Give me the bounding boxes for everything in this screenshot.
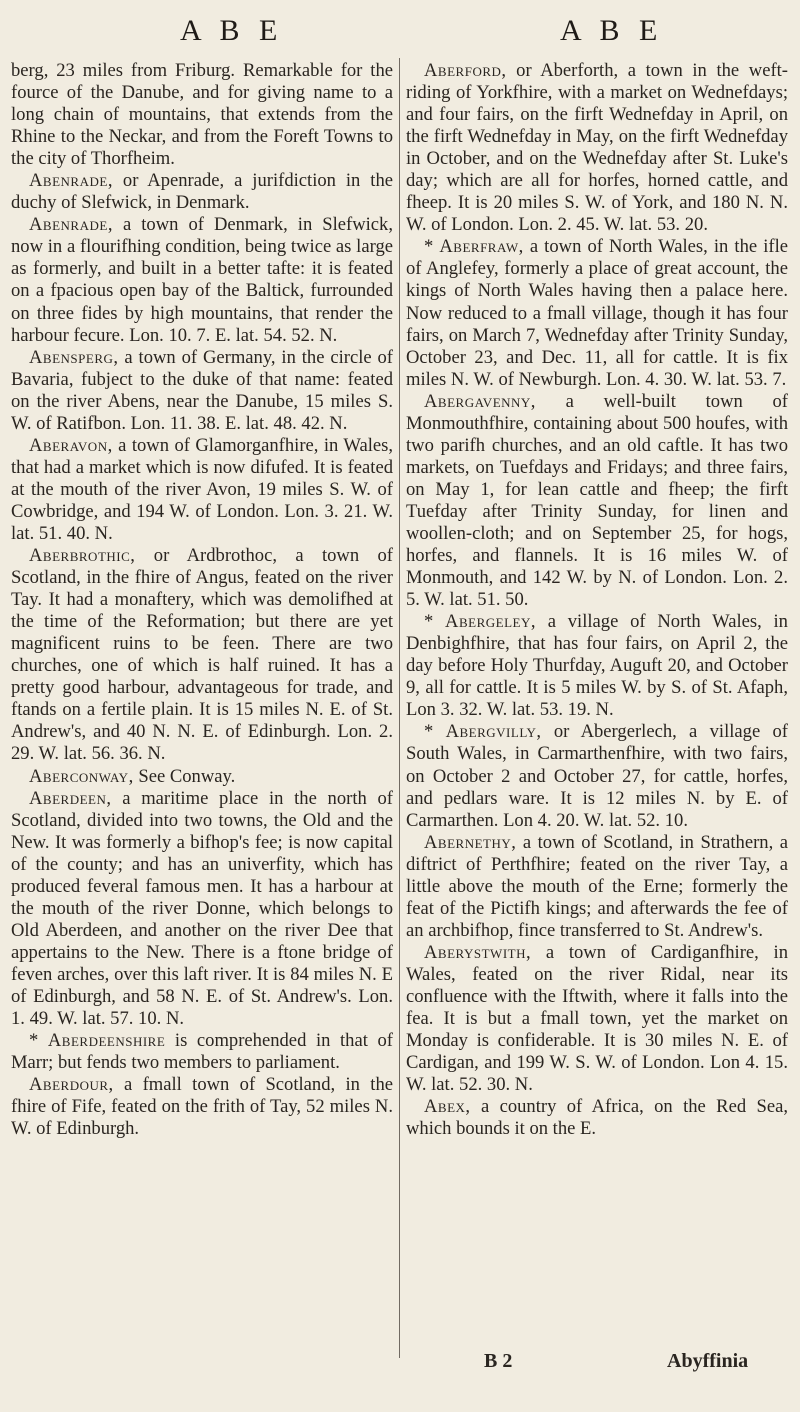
entry-headword: * Aberfraw, xyxy=(424,236,524,258)
left-column xyxy=(11,60,393,1140)
column-divider xyxy=(399,58,400,1358)
entry-text: berg, 23 miles from Friburg. Remarkable for the fource of the Danube, and for giving name to a long chain of mountains, that extends from the Rhine to the Neckar, and from the Foreft Towns to the city of Thorfheim. xyxy=(11,60,393,170)
entry-headword: Aberford, xyxy=(424,60,507,81)
entry-text: a fmall town of Scotland, in the fhire of Fife, feated on the frith of Tay, 52 miles N. W. of Edinburgh. xyxy=(11,1074,393,1140)
entry-headword: Abex, xyxy=(424,1096,471,1118)
entry-text: or Aberforth, a town in the weft-riding of Yorkfhire, with a market on Wednefdays; and four fairs, on the firft Wednefday in April, on the firft Wednefday in May, on the firft Wednefday in October, and on the Wednefday after St. Luke's day; which are all for horfes, horned cattle, and fheep. It is 20 miles S. W. of York, and 180 N. N. W. of London. Lon. 2. 45. W. lat. 53. 20. xyxy=(406,60,788,236)
entry-headword: * Abergeley, xyxy=(424,611,536,633)
entry-text: See Conway. xyxy=(133,765,236,787)
entry-text: a village of North Wales, in Denbighfhire, that has four fairs, on April 2, the day before Holy Thurfday, Auguft 20, and October 9, all for cattle. It is 5 miles W. by S. of St. Afaph, Lon 3. 32. W. lat. 53. 19. N. xyxy=(406,611,788,721)
right-column xyxy=(406,60,788,1140)
right-entry xyxy=(406,1096,788,1140)
left-entry xyxy=(11,347,393,435)
right-entry xyxy=(406,832,788,942)
right-entry xyxy=(406,942,788,1096)
right-entry xyxy=(406,236,788,390)
entry-text: a town of North Wales, in the ifle of Anglefey, formerly a place of great account, the kings of North Wales having then a palace here. Now reduced to a fmall village, though it has four fairs, on March 7, Wednefday after Trinity Sunday, October 23, and Dec. 11, all for cattle. It is fix miles N. W. of Newburgh. Lon. 4. 30. W. lat. 53. 7. xyxy=(406,236,789,390)
entry-headword: Aberdour, xyxy=(29,1074,114,1096)
entry-headword: Aberdeen, xyxy=(29,787,112,809)
entry-text: or Ardbrothoc, a town of Scotland, in the fhire of Angus, feated on the river Tay. It had a monaftery, which was demolifhed at the time of the Reformation; but there are yet magnificent ruins to be feen. There are two churches, one of which is half ruined. It has a pretty good harbour, advantageous for trade, and ftands on a fertile plain. It is 15 miles N. E. of St. Andrew's, and 40 N. N. E. of Edinburgh. Lon. 2. 29. W. lat. 56. 36. N. xyxy=(11,545,393,765)
entry-text: a town of Germany, in the circle of Bavaria, fubject to the duke of that name: feated on the river Abens, near the Danube, 15 miles S. W. of Ratifbon. Lon. 11. 38. E. lat. 48. 42. N. xyxy=(11,346,393,434)
left-entry xyxy=(11,766,393,788)
catchword: Abyffinia xyxy=(667,1350,749,1372)
entry-headword: Abenrade, xyxy=(29,214,113,236)
signature-mark: B 2 xyxy=(484,1350,513,1372)
entry-text: a country of Africa, on the Red Sea, which bounds it on the E. xyxy=(406,1096,788,1140)
entry-headword: * Aberdeenshire xyxy=(29,1030,166,1052)
entry-text: or Abergerlech, a village of South Wales, in Carmarthenfhire, with two fairs, on October 2 and October 27, for cattle, horfes, and pedlars ware. It is 12 miles N. by E. of Carmarthen. Lon 4. 20. W. lat. 52. 10. xyxy=(406,721,788,831)
entry-headword: Aberystwith, xyxy=(424,941,532,963)
entry-headword: Aberavon, xyxy=(29,434,113,456)
left-entry xyxy=(11,1030,393,1074)
left-entry xyxy=(11,435,393,545)
entry-text: a well-built town of Monmouthfhire, containing about 500 houfes, with two parifh churches, and an old caftle. It has two markets, on Tuefdays and Fridays; and three fairs, on May 1, for lean cattle and fheep; the firft Tuefday after Trinity Sunday, for linen and woollen-cloth; and on September 25, for hogs, horfes, and flannels. It is 16 miles W. of Monmouth, and 142 W. by N. of London. Lon. 2. 5. W. lat. 51. 50. xyxy=(406,390,788,611)
left-entry xyxy=(11,170,393,214)
right-running-head: A B E xyxy=(560,14,664,47)
entry-text: or Apenrade, a jurifdiction in the duchy of Slefwick, in Denmark. xyxy=(11,170,393,214)
left-running-head: A B E xyxy=(180,14,284,47)
entry-headword: Abernethy, xyxy=(424,831,517,853)
entry-text: is comprehended in that of Marr; but fends two members to parliament. xyxy=(11,1030,393,1074)
left-entry xyxy=(11,60,393,170)
entry-headword: * Abergvilly, xyxy=(424,721,542,743)
left-entry xyxy=(11,788,393,1031)
left-entry xyxy=(11,1074,393,1140)
right-entry xyxy=(406,391,788,611)
right-entry xyxy=(406,60,788,236)
entry-headword: Aberconway, xyxy=(29,765,134,787)
entry-headword: Aberbrothic, xyxy=(29,545,136,567)
left-entry xyxy=(11,545,393,765)
entry-headword: Abenrade, xyxy=(29,170,113,192)
left-entry xyxy=(11,214,393,346)
entry-text: a town of Glamorganfhire, in Wales, that had a market which is now difufed. It is feated at the mouth of the river Avon, 19 miles S. W. of Cowbridge, and 194 W. of London. Lon. 3. 21. W. lat. 51. 40. N. xyxy=(11,434,393,544)
entry-text: a town of Denmark, in Slefwick, now in a flourifhing condition, being twice as large as formerly, and built in a better tafte: it is feated on a fpacious open bay of the Baltick, furrounded on three fides by high mountains, that render the harbour fecure. Lon. 10. 7. E. lat. 54. 52. N. xyxy=(11,214,393,346)
right-entry xyxy=(406,611,788,721)
entry-text: a town of Scotland, in Strathern, a diftrict of Perthfhire; feated on the river Tay, a little above the mouth of the Erne; formerly the feat of the Pictifh kings; and afterwards the fee of an archbifhop, fince transferred to St. Andrew's. xyxy=(406,831,788,941)
entry-text: a town of Cardiganfhire, in Wales, feated on the river Ridal, near its confluence with the Iftwith, where it falls into the fea. It is but a fmall town, yet the market on Monday is confiderable. It is 30 miles N. E. of Cardigan, and 199 W. S. W. of London. Lon 4. 15. W. lat. 52. 30. N. xyxy=(406,941,788,1096)
entry-headword: Abensperg, xyxy=(29,346,119,368)
entry-text: a maritime place in the north of Scotland, divided into two towns, the Old and the New. It was formerly a bifhop's fee; is now capital of the county; and has an univerfity, which has produced feveral famous men. It has a harbour at the mouth of the river Donne, which belongs to Old Aberdeen, and another on the river Dee that appertains to the New. There is a ftone bridge of feven arches, over this laft river. It is 84 miles N. E of Edinburgh, and 58 N. E. of St. Andrew's. Lon. 1. 49. W. lat. 57. 10. N. xyxy=(11,787,393,1030)
running-headers xyxy=(0,14,800,54)
entry-headword: Abergavenny, xyxy=(424,390,536,412)
right-entry xyxy=(406,721,788,831)
